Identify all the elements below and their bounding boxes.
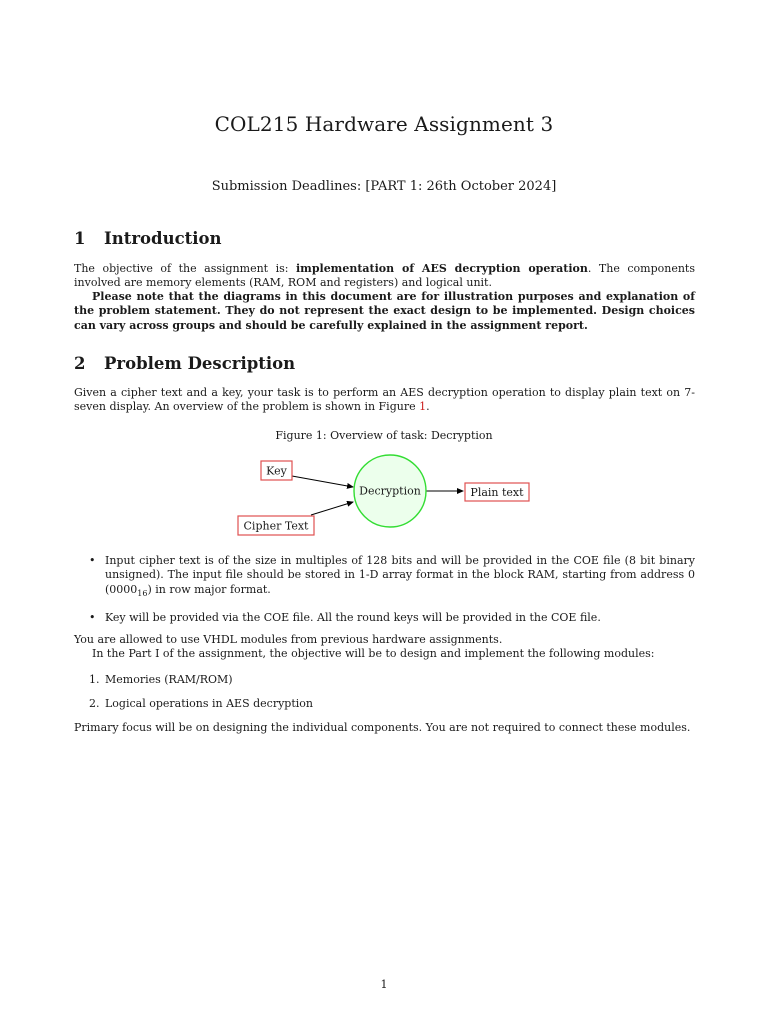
vhdl-note: You are allowed to use VHDL modules from previous hardware assignments. xyxy=(74,633,503,646)
bullet-icon: • xyxy=(89,611,96,625)
bullet-text-tail: ) in row major format. xyxy=(147,582,271,596)
intro-text-a: The objective of the assignment is: xyxy=(74,262,296,275)
bullet-icon: • xyxy=(89,554,96,567)
bullet-text: Input cipher text is of the size in multiples of 128 bits and will be provided in the COE file (8 bit binary unsigned). The input file should be stored in 1-D array format in the block RAM, starting from address 0 (0000 xyxy=(105,554,695,596)
cipher-node-label: Cipher Text xyxy=(243,519,309,533)
intro-note-bold: Please note that the diagrams in this document are for illustration purposes and explanation of the problem statement. They do not represent the exact design to be implemented. Design choices can vary across groups and should be carefully explained in the assignment report. xyxy=(74,290,695,332)
problem-text-b: . xyxy=(426,400,430,414)
figure-caption: Figure 1: Overview of task: Decryption xyxy=(275,429,493,442)
section-title: Introduction xyxy=(104,229,222,248)
closing-paragraph: Primary focus will be on designing the individual components. You are not required to connect these modules. xyxy=(74,721,691,734)
submission-deadline: Submission Deadlines: [PART 1: 26th October 2024] xyxy=(211,179,557,194)
intro-text-b: . The components involved are memory elements (RAM, ROM and registers) and logical unit. xyxy=(74,262,695,290)
problem-text-a: Given a cipher text and a key, your task is to perform an AES decryption operation to display plain text on 7-seven display. An overview of the problem is shown in Figure xyxy=(74,386,695,414)
intro-bold-objective: implementation of AES decryption operation xyxy=(296,262,588,275)
arrow-cipher-to-decryption xyxy=(311,502,353,515)
part-one-objective: In the Part I of the assignment, the objective will be to design and implement the following modules: xyxy=(92,647,655,661)
document-title: COL215 Hardware Assignment 3 xyxy=(214,112,554,136)
section-title: Problem Description xyxy=(104,354,296,373)
bullet-text: Key will be provided via the COE file. All the round keys will be provided in the COE file. xyxy=(105,611,601,625)
figure-reference-link[interactable]: 1 xyxy=(419,400,427,414)
enumerated-item xyxy=(89,697,313,710)
requirements-list xyxy=(74,554,695,626)
page-number: 1 xyxy=(380,978,388,991)
decryption-node-label: Decryption xyxy=(359,484,421,498)
arrow-key-to-decryption xyxy=(292,476,353,487)
section-number: 2 xyxy=(74,354,86,373)
list-item xyxy=(74,554,695,601)
section-number: 1 xyxy=(74,229,86,248)
list-item xyxy=(74,611,695,625)
plaintext-node-label: Plain text xyxy=(470,486,524,499)
enum-text: Logical operations in AES decryption xyxy=(105,697,313,710)
bullet-subscript: 16 xyxy=(137,589,148,598)
enum-text: Memories (RAM/ROM) xyxy=(105,673,233,686)
enum-number: 1. xyxy=(89,673,100,686)
enumerated-item xyxy=(89,673,233,686)
key-node-label: Key xyxy=(266,464,287,478)
modules-paragraph xyxy=(74,633,695,662)
enum-number: 2. xyxy=(89,697,100,710)
